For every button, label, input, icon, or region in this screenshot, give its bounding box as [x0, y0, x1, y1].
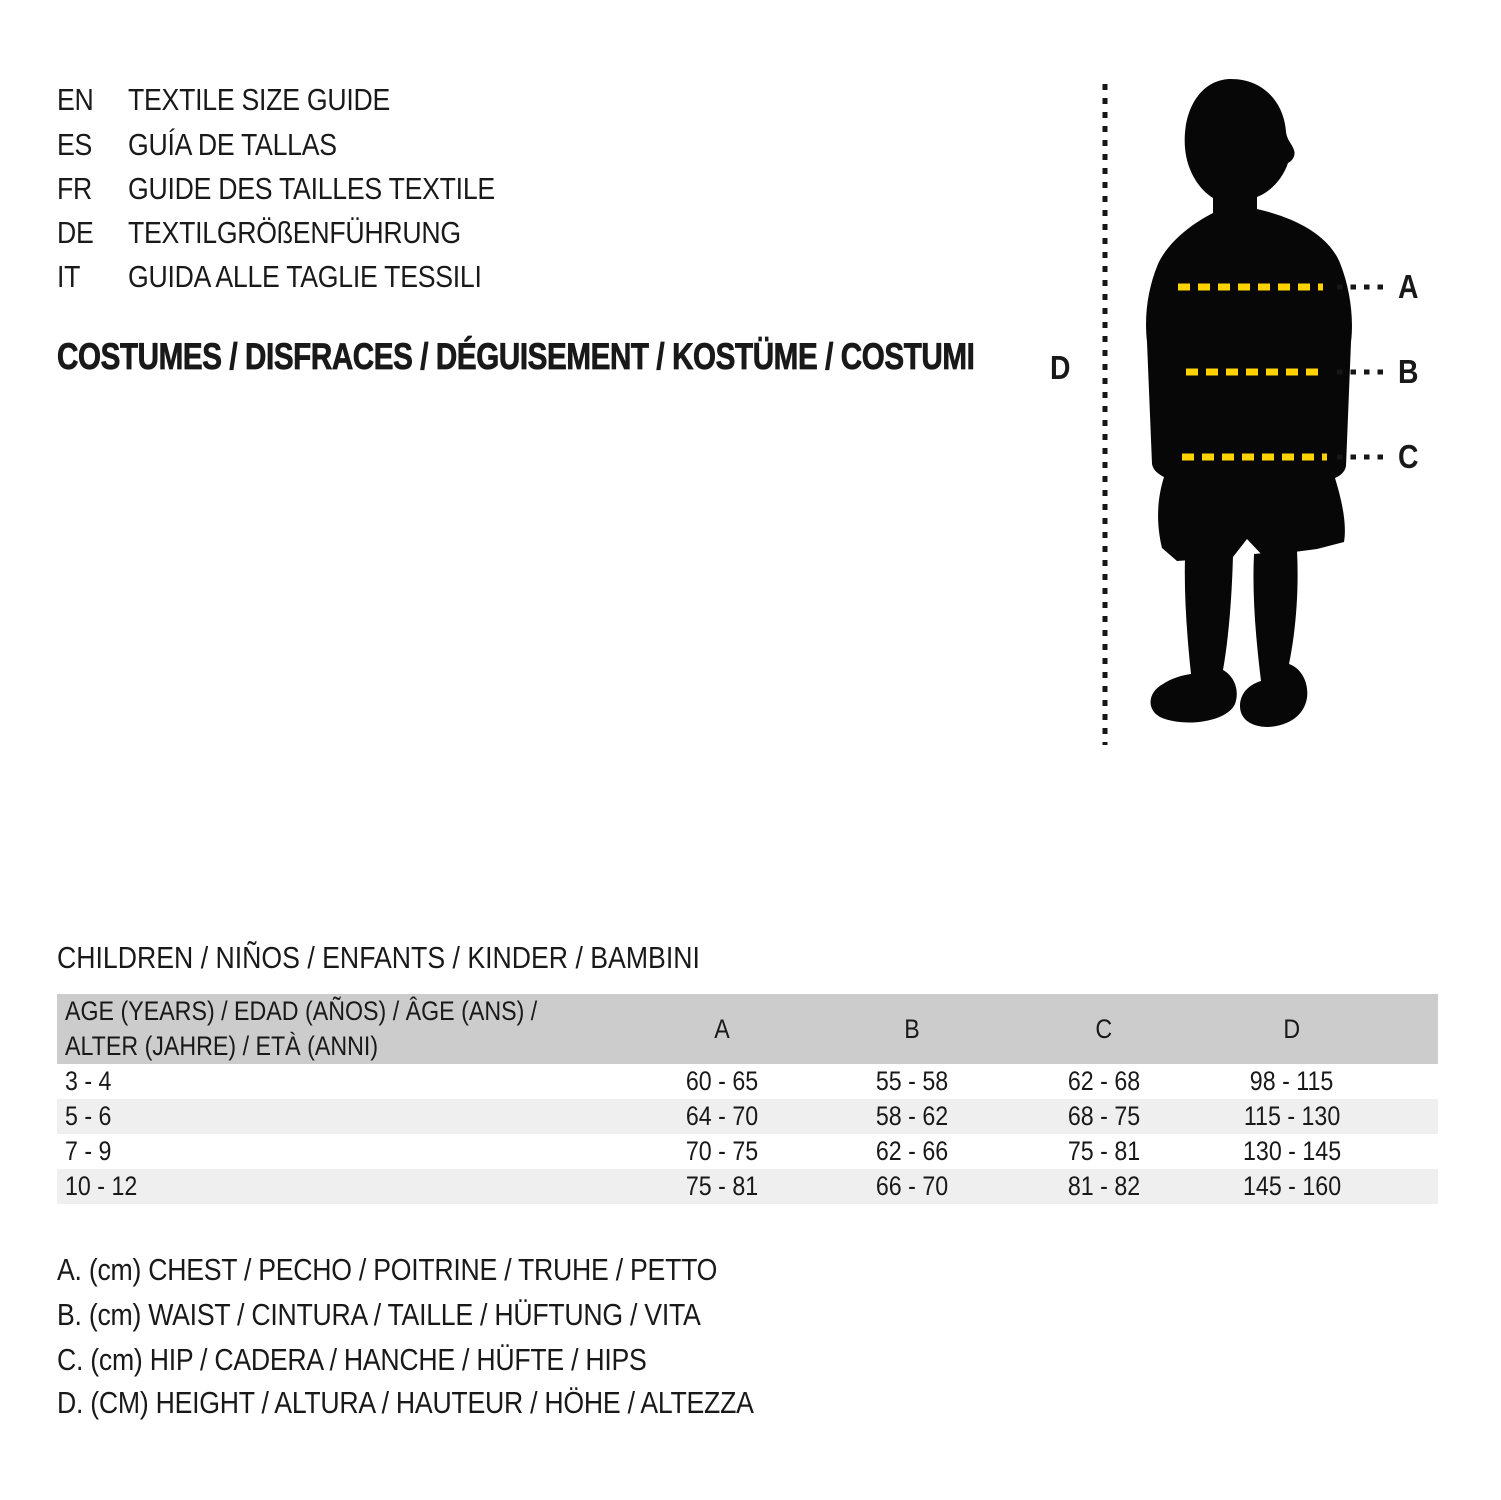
table-title: CHILDREN / NIÑOS / ENFANTS / KINDER / BAMBINI [57, 940, 700, 975]
age-cell-text: 7 - 9 [65, 1136, 112, 1166]
language-code-text: EN [57, 82, 94, 117]
measure-cell-text: 70 - 75 [685, 1136, 759, 1166]
age-cell-text: 10 - 12 [65, 1171, 138, 1201]
label-chest-a: A [1398, 268, 1419, 305]
language-row [57, 167, 555, 211]
age-cell [65, 1134, 119, 1169]
legend-row [57, 1381, 867, 1425]
language-title-text: TEXTILGRÖßENFÜHRUNG [128, 215, 461, 250]
table-header-row: AGE (YEARS) / EDAD (AÑOS) / ÂGE (ANS) / ALTER (JAHRE) / ETÀ (ANNI) A B C D [57, 994, 1438, 1064]
language-row [57, 78, 433, 122]
measure-cell-text: 66 - 70 [875, 1171, 949, 1201]
legend-row [57, 1338, 743, 1382]
category-heading-text: COSTUMES / DISFRACES / DÉGUISEMENT / KOSTÜME / COSTUMI [57, 336, 975, 377]
legend-row-text: B. (cm) WAIST / CINTURA / TAILLE / HÜFTUNG / VITA [57, 1297, 701, 1332]
table-body [57, 1064, 1438, 1204]
language-title-text: TEXTILE SIZE GUIDE [128, 82, 391, 117]
label-waist-b: B [1398, 353, 1419, 390]
measure-cell-text: 145 - 160 [1242, 1171, 1342, 1201]
language-title-text: GUIDA ALLE TAGLIE TESSILI [128, 259, 482, 294]
language-code-text: ES [57, 127, 93, 162]
child-silhouette-left-leg [1151, 555, 1237, 723]
measure-cell-text: 68 - 75 [1067, 1101, 1141, 1131]
measure-cell-text: 130 - 145 [1242, 1136, 1342, 1166]
size-table [57, 994, 1438, 1204]
label-hip-c: C [1398, 438, 1419, 475]
measure-cell-text: 75 - 81 [1067, 1136, 1141, 1166]
measure-cell-text: 64 - 70 [685, 1101, 759, 1131]
language-title [128, 171, 555, 207]
language-title-text: GUÍA DE TALLAS [128, 127, 337, 162]
measure-cell-text: 55 - 58 [875, 1066, 949, 1096]
measure-cell-text: 81 - 82 [1067, 1171, 1141, 1201]
measure-cell-text: 115 - 130 [1243, 1101, 1341, 1131]
age-cell-text: 5 - 6 [65, 1101, 112, 1131]
label-height-d: D [1050, 349, 1071, 386]
measure-cell-text: 98 - 115 [1250, 1066, 1334, 1096]
child-silhouette-right-leg [1240, 550, 1307, 727]
measure-cell-text: 75 - 81 [685, 1171, 759, 1201]
table-row [57, 1169, 1438, 1204]
language-code [57, 127, 128, 163]
age-cell [65, 1169, 149, 1204]
language-code [57, 171, 128, 207]
language-code [57, 82, 128, 118]
language-code [57, 259, 128, 295]
language-row [57, 123, 371, 167]
language-title [128, 82, 433, 118]
measure-cell-text: 58 - 62 [875, 1101, 949, 1131]
age-cell-text: 3 - 4 [65, 1066, 112, 1096]
table-row [57, 1099, 1438, 1134]
language-row [57, 255, 539, 299]
measure-cell-text: 62 - 66 [875, 1136, 949, 1166]
language-title [128, 259, 539, 295]
table-row [57, 1134, 1438, 1169]
legend-row [57, 1248, 825, 1292]
legend-row [57, 1293, 805, 1337]
language-code-text: DE [57, 215, 94, 250]
legend-row-text: C. (cm) HIP / CADERA / HANCHE / HÜFTE / HIPS [57, 1342, 647, 1377]
legend-row-text: D. (CM) HEIGHT / ALTURA / HAUTEUR / HÖHE / ALTEZZA [57, 1385, 754, 1420]
age-cell [65, 1099, 119, 1134]
language-code [57, 215, 128, 251]
language-title [128, 127, 371, 163]
language-code-text: FR [57, 171, 93, 206]
measure-cell-text: 62 - 68 [1067, 1066, 1141, 1096]
language-title-text: GUIDE DES TAILLES TEXTILE [128, 171, 495, 206]
age-cell [65, 1064, 119, 1099]
child-silhouette [1146, 79, 1352, 561]
language-code-text: IT [57, 259, 81, 294]
table-row [57, 1064, 1438, 1099]
measure-cell-text: 60 - 65 [685, 1066, 759, 1096]
legend-row-text: A. (cm) CHEST / PECHO / POITRINE / TRUHE / PETTO [57, 1252, 718, 1287]
child-silhouette-graphic [1030, 50, 1460, 770]
language-title [128, 215, 515, 251]
language-row [57, 211, 515, 255]
age-column-header: AGE (YEARS) / EDAD (AÑOS) / ÂGE (ANS) / ALTER (JAHRE) / ETÀ (ANNI) [65, 996, 538, 1061]
